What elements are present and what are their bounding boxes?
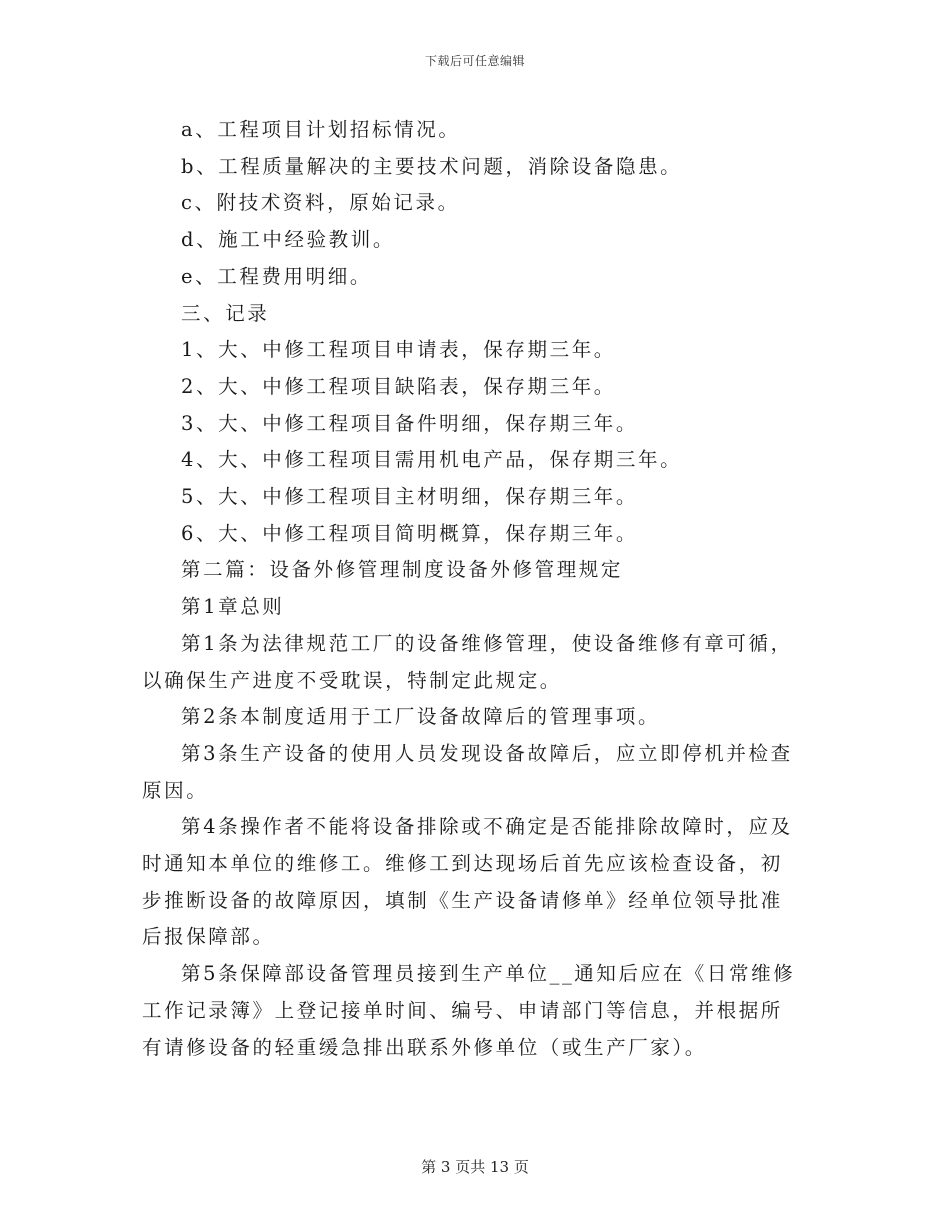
page-header-note: 下载后可任意编辑: [424, 54, 525, 68]
article-5: 第5条保障部设备管理员接到生产单位__通知后应在《日常维修工作记录簿》上登记接单时间、编号、申请部门等信息，并根据所有请修设备的轻重缓急排出联系外修单位（或生产厂家）。: [142, 962, 796, 1059]
section-heading-records: 三、记录: [181, 301, 270, 325]
article-1: 第1条为法律规范工厂的设备维修管理，使设备维修有章可循，以确保生产进度不受耽误，特制定此规定。: [142, 631, 793, 692]
page-number-footer: 第 3 页共 13 页: [421, 1158, 529, 1176]
record-item-1: 1、大、中修工程项目申请表，保存期三年。: [181, 338, 616, 362]
paragraph-item-d: d、施工中经验教训。: [181, 228, 395, 252]
record-item-4: 4、大、中修工程项目需用机电产品，保存期三年。: [181, 448, 683, 472]
record-item-3: 3、大、中修工程项目备件明细，保存期三年。: [181, 411, 639, 435]
paragraph-item-a: a、工程项目计划招标情况。: [181, 118, 461, 141]
article-3: 第3条生产设备的使用人员发现设备故障后，应立即停机并检查原因。: [142, 741, 793, 802]
part-two-title: 第二篇：设备外修管理制度设备外修管理规定: [181, 558, 624, 582]
article-4: 第4条操作者不能将设备排除或不确定是否能排除故障时，应及时通知本单位的维修工。维修工到达现场后首先应该检查设备，初步推断设备的故障原因，填制《生产设备请修单》经单位领导批准后报保障部。: [142, 815, 793, 949]
article-2: 第2条本制度适用于工厂设备故障后的管理事项。: [181, 705, 661, 729]
record-item-2: 2、大、中修工程项目缺陷表，保存期三年。: [181, 374, 616, 398]
paragraph-item-c: c、附技术资料，原始记录。: [181, 191, 460, 215]
record-item-5: 5、大、中修工程项目主材明细，保存期三年。: [181, 485, 639, 509]
chapter-1-title: 第1章总则: [181, 595, 285, 619]
paragraph-item-b: b、工程质量解决的主要技术问题，消除设备隐患。: [181, 154, 683, 178]
document-body: [142, 112, 798, 1066]
paragraph-item-e: e、工程费用明细。: [181, 264, 372, 288]
record-item-6: 6、大、中修工程项目简明概算，保存期三年。: [181, 521, 639, 545]
